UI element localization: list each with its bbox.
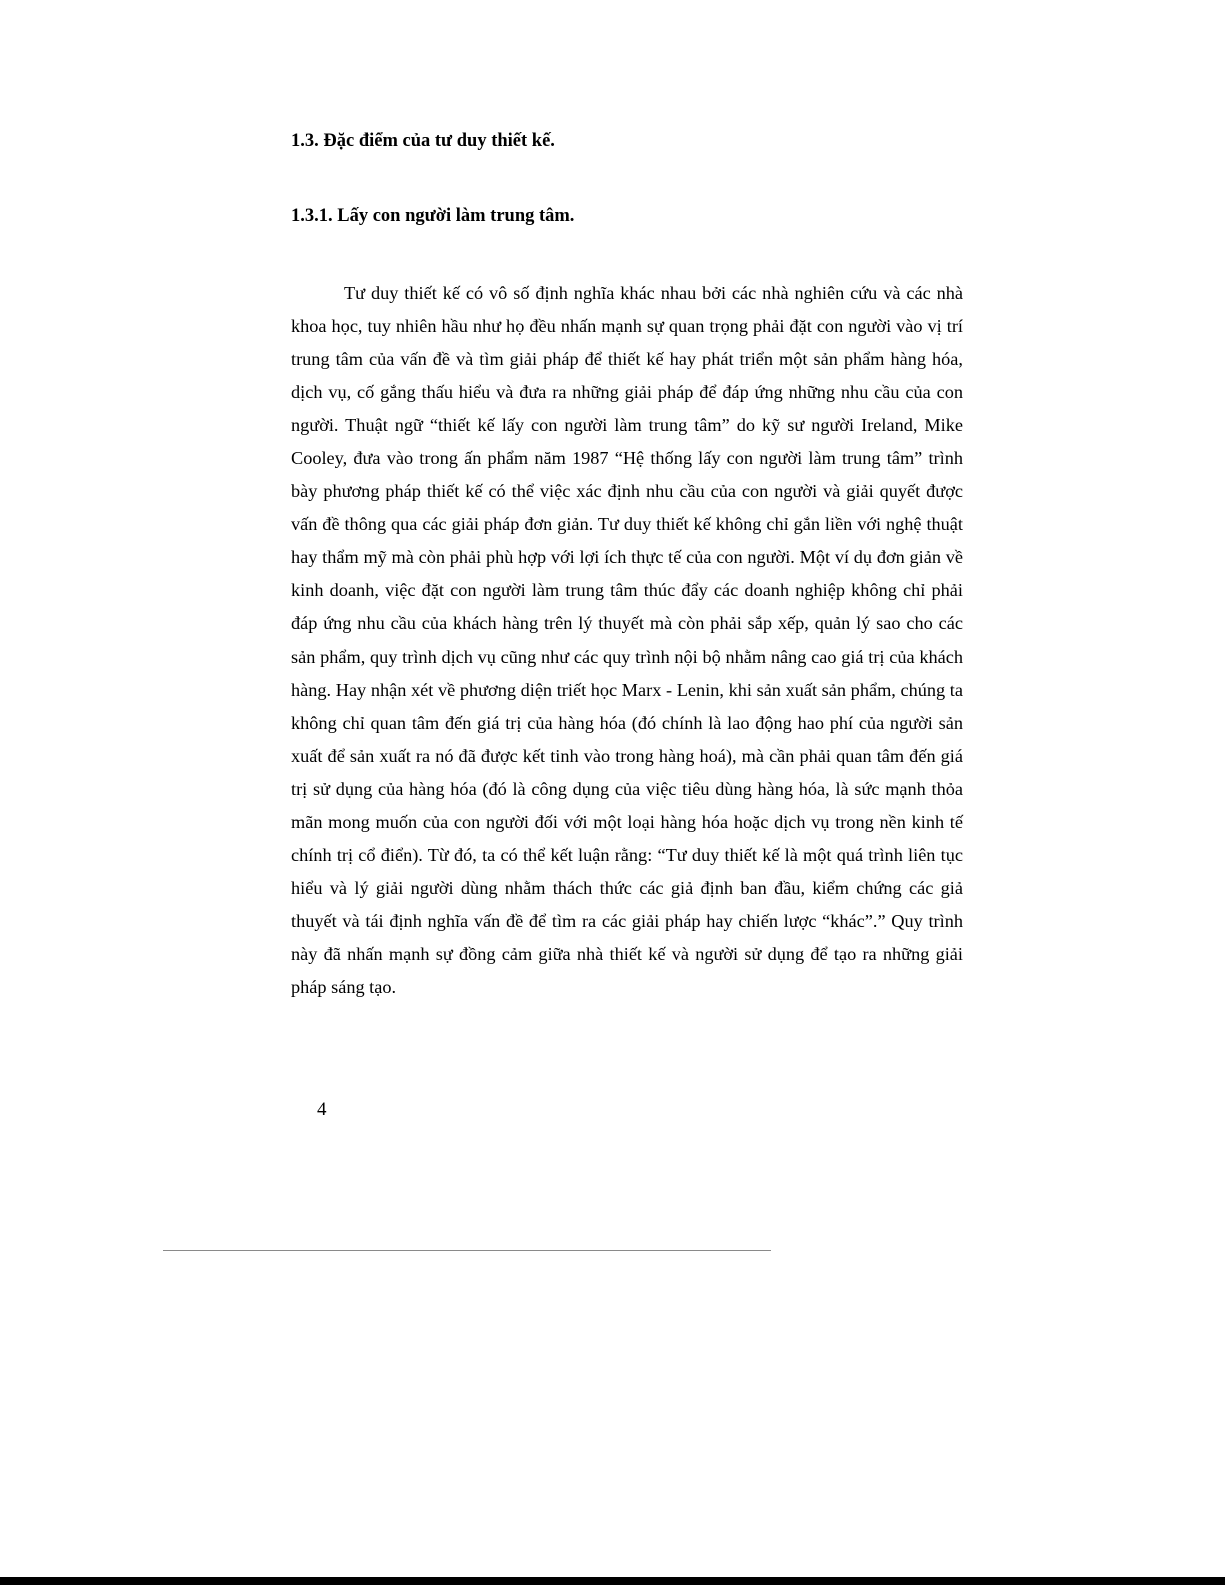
footer-separator-line bbox=[163, 1250, 771, 1251]
page-bottom-edge bbox=[0, 1577, 1225, 1585]
section-heading: 1.3. Đặc điểm của tư duy thiết kế. bbox=[291, 131, 555, 151]
page-number: 4 bbox=[317, 1099, 327, 1120]
subsection-heading: 1.3.1. Lấy con người làm trung tâm. bbox=[291, 206, 575, 226]
body-paragraph: Tư duy thiết kế có vô số định nghĩa khác nhau bởi các nhà nghiên cứu và các nhà khoa học, tuy nhiên hầu như họ đều nhấn mạnh sự quan trọng phải đặt con người vào vị trí trung tâm của vấn đề và tìm giải pháp để thiết kế hay phát triển một sản phẩm hàng hóa, dịch vụ, cố gắng thấu hiểu và đưa ra những giải pháp để đáp ứng những nhu cầu của con người. Thuật ngữ “thiết kế lấy con người làm trung tâm” do kỹ sư người Ireland, Mike Cooley, đưa vào trong ấn phẩm năm 1987 “Hệ thống lấy con người làm trung tâm” trình bày phương pháp thiết kế có thể việc xác định nhu cầu của con người và giải quyết được vấn đề thông qua các giải pháp đơn giản. Tư duy thiết kế không chỉ gắn liền với nghệ thuật hay thẩm mỹ mà còn phải phù hợp với lợi ích thực tế của con người. Một ví dụ đơn giản về kinh doanh, việc đặt con người làm trung tâm thúc đẩy các doanh nghiệp không chỉ phải đáp ứng nhu cầu của khách hàng trên lý thuyết mà còn phải sắp xếp, quản lý sao cho các sản phẩm, quy trình dịch vụ cũng như các quy trình nội bộ nhằm nâng cao giá trị của khách hàng. Hay nhận xét về phương diện triết học Marx - Lenin, khi sản xuất sản phẩm, chúng ta không chỉ quan tâm đến giá trị của hàng hóa (đó chính là lao động hao phí của người sản xuất để sản xuất ra nó đã được kết tinh vào trong hàng hoá), mà cần phải quan tâm đến giá trị sử dụng của hàng hóa (đó là công dụng của việc tiêu dùng hàng hóa, là sức mạnh thỏa mãn mong muốn của con người đối với một loại hàng hóa hoặc dịch vụ trong nền kinh tế chính trị cổ điển). Từ đó, ta có thể kết luận rằng: “Tư duy thiết kế là một quá trình liên tục hiểu và lý giải người dùng nhằm thách thức các giả định ban đầu, kiểm chứng các giả thuyết và tái định nghĩa vấn đề để tìm ra các giải pháp hay chiến lược “khác”.” Quy trình này đã nhấn mạnh sự đồng cảm giữa nhà thiết kế và người sử dụng để tạo ra những giải pháp sáng tạo. bbox=[291, 283, 963, 997]
